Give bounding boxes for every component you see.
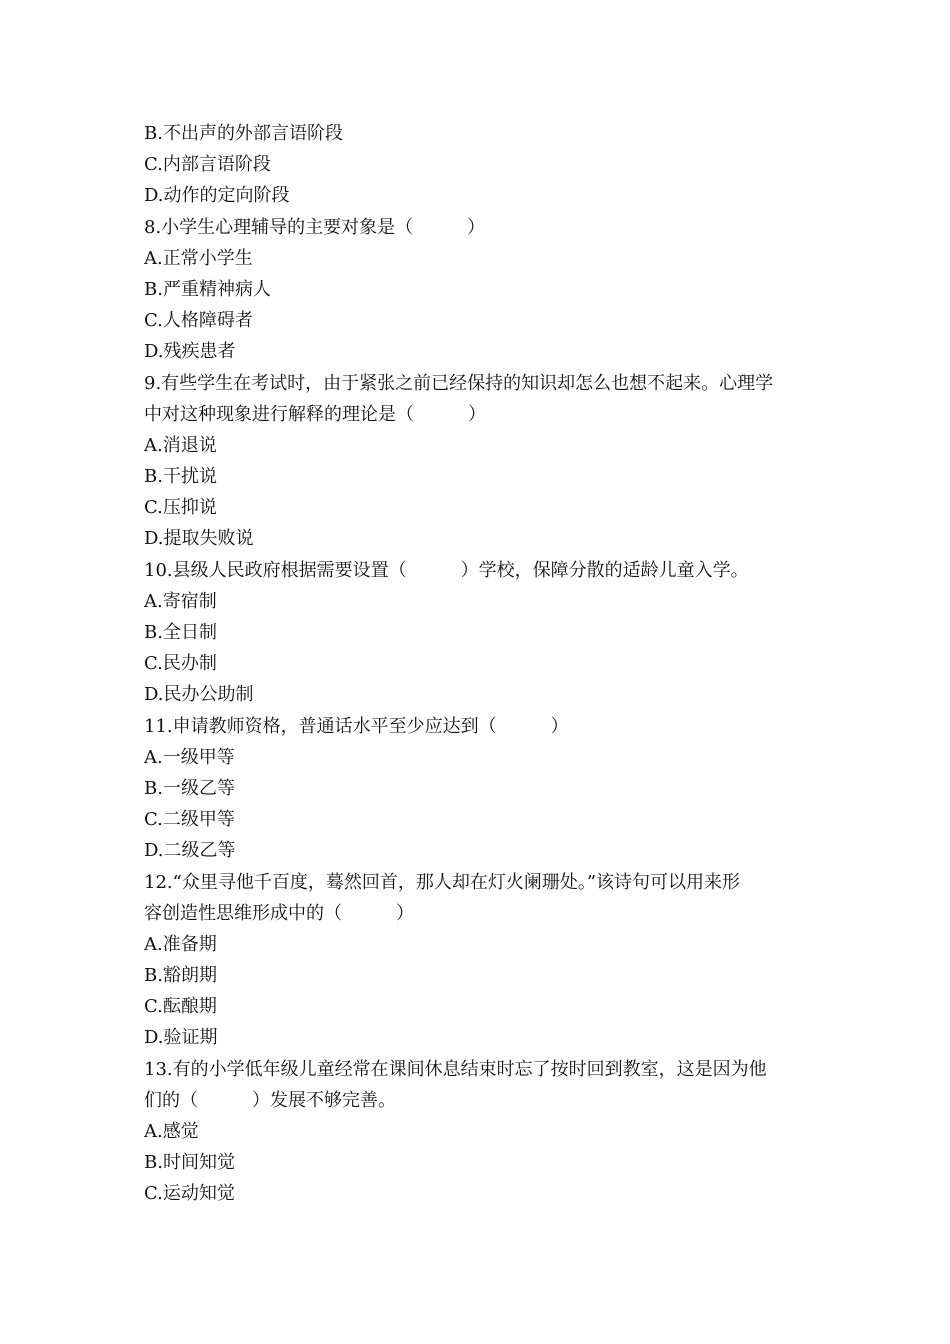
option-11a: A.一级甲等 [144,746,235,768]
option-11d: D.二级乙等 [144,840,236,862]
option-10d: D.民办公助制 [144,684,254,706]
option-10a: A.寄宿制 [144,590,217,612]
option-12a: A.准备期 [144,933,217,955]
option-8d: D.残疾患者 [144,341,236,363]
question-11: 11.申请教师资格，普通话水平至少应达到（ ） [144,715,569,737]
option-8a: A.正常小学生 [144,247,253,269]
question-8: 8.小学生心理辅导的主要对象是（ ） [144,216,486,238]
option-12b: B.豁朗期 [144,965,217,987]
option-12c: C.酝酿期 [144,996,217,1018]
option-9c: C.压抑说 [144,497,217,519]
question-9-line-2: 中对这种现象进行解释的理论是（ ） [144,403,486,425]
question-text-body [144,118,824,1210]
option-10b: B.全日制 [144,622,217,643]
option-10c: C.民办制 [144,653,217,675]
option-7c: C.内部言语阶段 [144,154,271,176]
option-8c: C.人格障碍者 [144,310,253,332]
question-10: 10.县级人民政府根据需要设置（ ）学校，保障分散的适龄儿童入学。 [144,559,749,581]
option-7d: D.动作的定向阶段 [144,185,290,207]
question-12-line-2: 容创造性思维形成中的（ ） [144,902,414,924]
question-13-line-2: 们的（ ）发展不够完善。 [144,1089,396,1111]
option-13b: B.时间知觉 [144,1152,235,1174]
question-13-line-1: 13.有的小学低年级儿童经常在课间休息结束时忘了按时回到教室，这是因为他 [144,1058,767,1080]
option-9b: B.干扰说 [144,466,217,488]
question-12-line-1: 12.“众里寻他千百度，蓦然回首，那人却在灯火阑珊处。”该诗句可以用来形 [144,871,741,893]
option-9a: A.消退说 [144,434,217,456]
option-13c: C.运动知觉 [144,1183,235,1205]
option-12d: D.验证期 [144,1027,218,1049]
option-9d: D.提取失败说 [144,528,254,550]
option-11b: B.一级乙等 [144,777,235,799]
question-9-line-1: 9.有些学生在考试时，由于紧张之前已经保持的知识却怎么也想不起来。心理学 [144,372,774,394]
option-8b: B.严重精神病人 [144,278,271,300]
option-11c: C.二级甲等 [144,809,235,831]
option-13a: A.感觉 [144,1121,199,1142]
option-7b: B.不出声的外部言语阶段 [144,123,343,144]
